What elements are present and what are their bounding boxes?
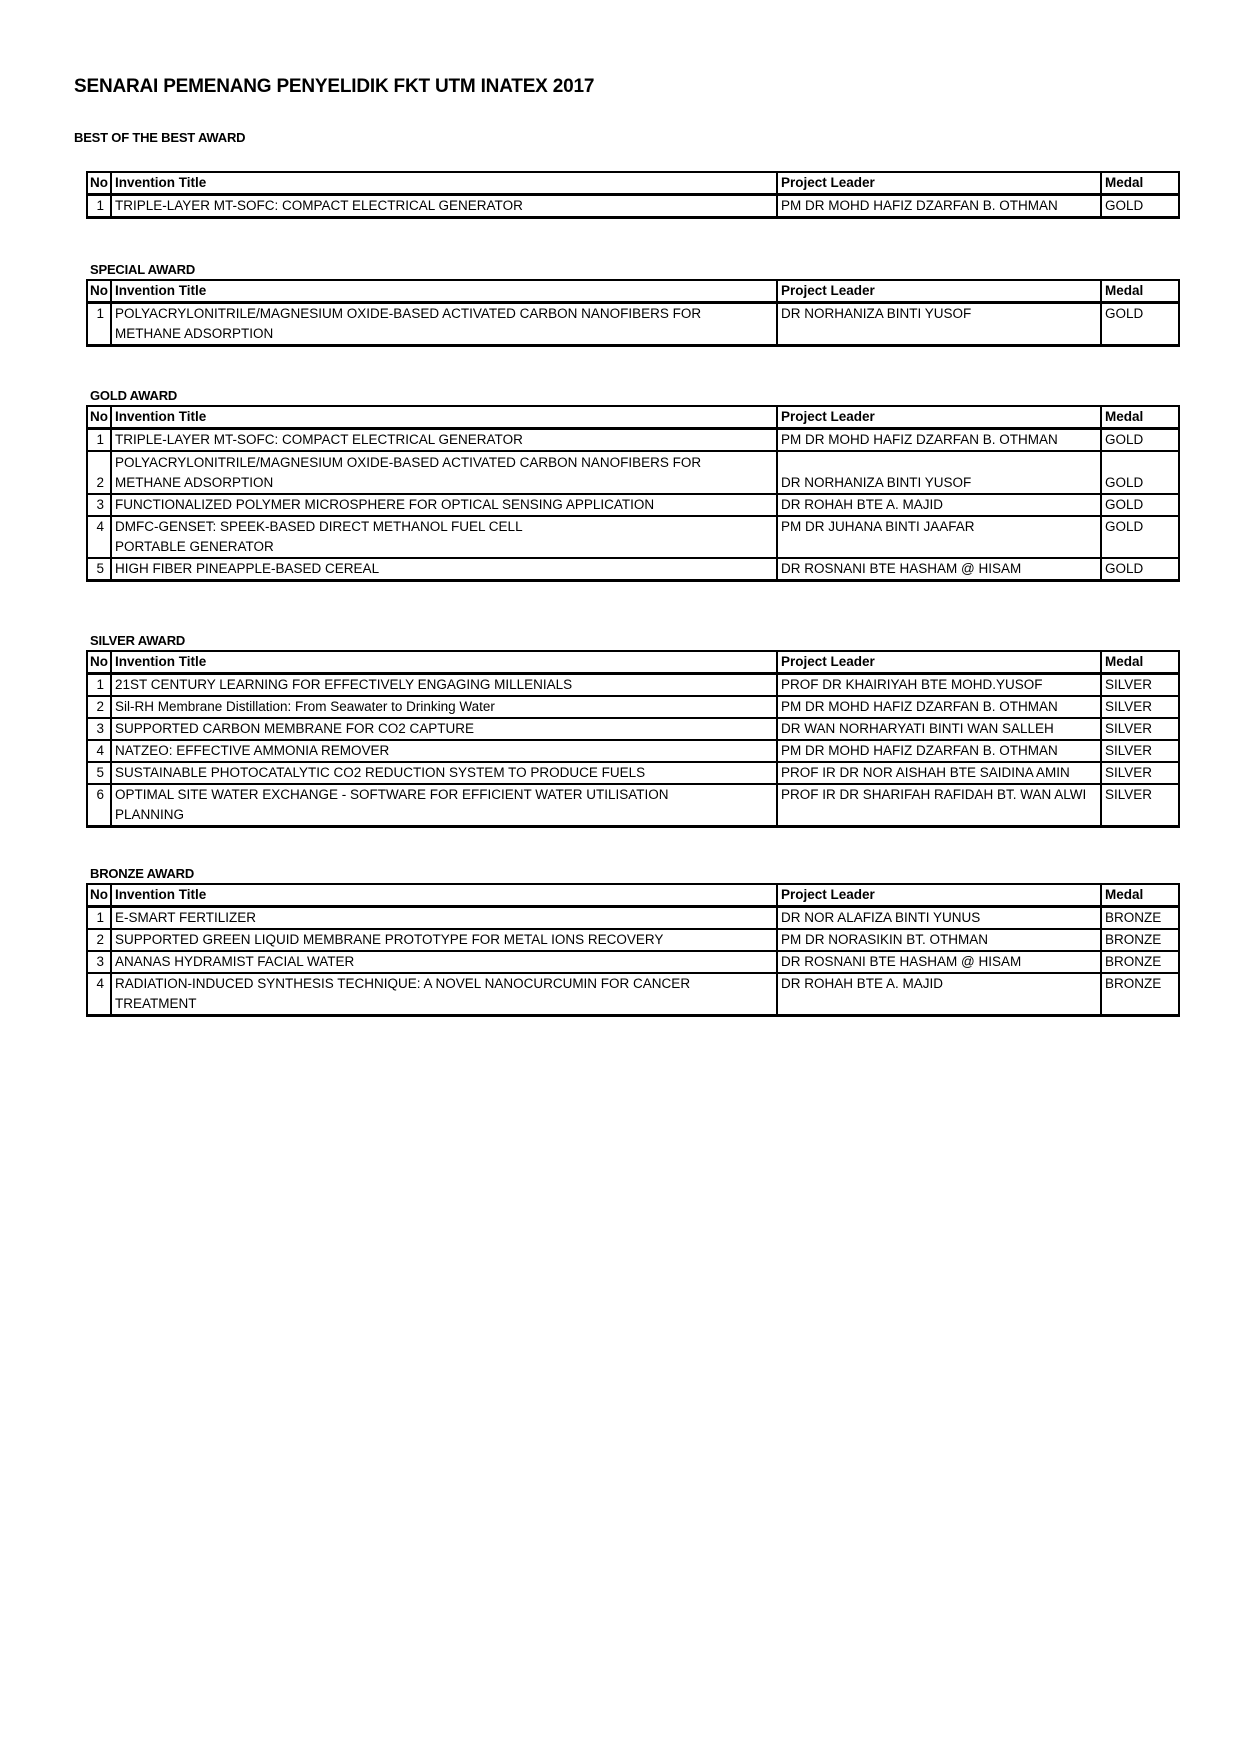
cell-medal: BRONZE [1101, 929, 1179, 951]
cell-medal: BRONZE [1101, 973, 1179, 1016]
special-table [86, 279, 1180, 347]
bronze-section-label: BRONZE AWARD [90, 866, 195, 881]
table-row [87, 494, 1179, 516]
header-leader: Project Leader [777, 651, 1101, 674]
cell-project-leader: DR NORHANIZA BINTI YUSOF [777, 303, 1101, 346]
table-row [87, 451, 1179, 494]
header-no: No [87, 280, 111, 303]
silver-section-label: SILVER AWARD [90, 633, 186, 648]
header-medal: Medal [1101, 884, 1179, 907]
cell-invention-title: TRIPLE-LAYER MT-SOFC: COMPACT ELECTRICAL GENERATOR [111, 429, 777, 452]
header-medal: Medal [1101, 172, 1179, 195]
cell-no: 5 [87, 762, 111, 784]
header-no: No [87, 884, 111, 907]
cell-project-leader: PM DR MOHD HAFIZ DZARFAN B. OTHMAN [777, 195, 1101, 218]
cell-medal: GOLD [1101, 429, 1179, 452]
table-header-row [87, 280, 1179, 303]
header-leader: Project Leader [777, 280, 1101, 303]
table-row [87, 740, 1179, 762]
cell-no: 1 [87, 674, 111, 697]
cell-project-leader: PM DR NORASIKIN BT. OTHMAN [777, 929, 1101, 951]
silver-table [86, 650, 1180, 828]
cell-invention-title: DMFC-GENSET: SPEEK-BASED DIRECT METHANOL FUEL CELL PORTABLE GENERATOR [111, 516, 777, 558]
cell-no: 1 [87, 303, 111, 346]
header-leader: Project Leader [777, 172, 1101, 195]
cell-invention-title: POLYACRYLONITRILE/MAGNESIUM OXIDE-BASED ACTIVATED CARBON NANOFIBERS FOR METHANE ADSORPTION [111, 451, 777, 494]
cell-invention-title: OPTIMAL SITE WATER EXCHANGE - SOFTWARE FOR EFFICIENT WATER UTILISATION PLANNING [111, 784, 777, 827]
cell-medal: GOLD [1101, 303, 1179, 346]
table-row [87, 429, 1179, 452]
cell-project-leader: PROF IR DR NOR AISHAH BTE SAIDINA AMIN [777, 762, 1101, 784]
cell-invention-title: TRIPLE-LAYER MT-SOFC: COMPACT ELECTRICAL GENERATOR [111, 195, 777, 218]
cell-medal: SILVER [1101, 762, 1179, 784]
table-row [87, 696, 1179, 718]
cell-project-leader: PM DR JUHANA BINTI JAAFAR [777, 516, 1101, 558]
table-row [87, 784, 1179, 827]
cell-project-leader: DR ROSNANI BTE HASHAM @ HISAM [777, 558, 1101, 581]
header-title: Invention Title [111, 172, 777, 195]
table-row [87, 195, 1179, 218]
cell-no: 5 [87, 558, 111, 581]
cell-medal: GOLD [1101, 195, 1179, 218]
cell-no: 1 [87, 429, 111, 452]
header-title: Invention Title [111, 884, 777, 907]
cell-medal: SILVER [1101, 740, 1179, 762]
gold-table [86, 405, 1180, 582]
cell-no: 4 [87, 973, 111, 1016]
table-row [87, 762, 1179, 784]
cell-invention-title: POLYACRYLONITRILE/MAGNESIUM OXIDE-BASED ACTIVATED CARBON NANOFIBERS FOR METHANE ADSORPTION [111, 303, 777, 346]
cell-invention-title: Sil-RH Membrane Distillation: From Seawater to Drinking Water [111, 696, 777, 718]
cell-no: 1 [87, 907, 111, 930]
bronze-table [86, 883, 1180, 1017]
cell-project-leader: PM DR MOHD HAFIZ DZARFAN B. OTHMAN [777, 429, 1101, 452]
special-section-label: SPECIAL AWARD [90, 262, 196, 277]
header-leader: Project Leader [777, 884, 1101, 907]
table-row [87, 973, 1179, 1016]
cell-no: 3 [87, 951, 111, 973]
cell-no: 6 [87, 784, 111, 827]
header-medal: Medal [1101, 406, 1179, 429]
header-title: Invention Title [111, 406, 777, 429]
header-medal: Medal [1101, 651, 1179, 674]
cell-medal: SILVER [1101, 784, 1179, 827]
cell-project-leader: PM DR MOHD HAFIZ DZARFAN B. OTHMAN [777, 696, 1101, 718]
header-no: No [87, 172, 111, 195]
cell-project-leader: PROF DR KHAIRIYAH BTE MOHD.YUSOF [777, 674, 1101, 697]
cell-invention-title: FUNCTIONALIZED POLYMER MICROSPHERE FOR OPTICAL SENSING APPLICATION [111, 494, 777, 516]
best-of-the-best-table [86, 171, 1180, 219]
cell-project-leader: PM DR MOHD HAFIZ DZARFAN B. OTHMAN [777, 740, 1101, 762]
cell-invention-title: SUSTAINABLE PHOTOCATALYTIC CO2 REDUCTION SYSTEM TO PRODUCE FUELS [111, 762, 777, 784]
cell-medal: BRONZE [1101, 907, 1179, 930]
cell-project-leader: DR NOR ALAFIZA BINTI YUNUS [777, 907, 1101, 930]
table-row [87, 558, 1179, 581]
cell-no: 1 [87, 195, 111, 218]
table-row [87, 516, 1179, 558]
cell-no: 4 [87, 740, 111, 762]
cell-invention-title: SUPPORTED CARBON MEMBRANE FOR CO2 CAPTURE [111, 718, 777, 740]
header-no: No [87, 406, 111, 429]
table-row [87, 303, 1179, 346]
cell-medal: BRONZE [1101, 951, 1179, 973]
header-title: Invention Title [111, 651, 777, 674]
header-medal: Medal [1101, 280, 1179, 303]
header-title: Invention Title [111, 280, 777, 303]
cell-no: 3 [87, 718, 111, 740]
cell-medal: GOLD [1101, 451, 1179, 494]
cell-medal: GOLD [1101, 494, 1179, 516]
table-row [87, 674, 1179, 697]
cell-invention-title: NATZEO: EFFECTIVE AMMONIA REMOVER [111, 740, 777, 762]
header-no: No [87, 651, 111, 674]
cell-invention-title: E-SMART FERTILIZER [111, 907, 777, 930]
cell-project-leader: DR ROSNANI BTE HASHAM @ HISAM [777, 951, 1101, 973]
cell-no: 2 [87, 929, 111, 951]
table-row [87, 951, 1179, 973]
cell-project-leader: DR ROHAH BTE A. MAJID [777, 494, 1101, 516]
cell-project-leader: DR ROHAH BTE A. MAJID [777, 973, 1101, 1016]
page-title: SENARAI PEMENANG PENYELIDIK FKT UTM INATEX 2017 [74, 76, 595, 97]
cell-invention-title: ANANAS HYDRAMIST FACIAL WATER [111, 951, 777, 973]
cell-medal: GOLD [1101, 516, 1179, 558]
table-header-row [87, 884, 1179, 907]
cell-no: 2 [87, 696, 111, 718]
header-leader: Project Leader [777, 406, 1101, 429]
table-header-row [87, 172, 1179, 195]
table-row [87, 907, 1179, 930]
cell-medal: SILVER [1101, 696, 1179, 718]
best-of-the-best-section-label: BEST OF THE BEST AWARD [74, 130, 246, 145]
cell-medal: SILVER [1101, 674, 1179, 697]
cell-invention-title: 21ST CENTURY LEARNING FOR EFFECTIVELY ENGAGING MILLENIALS [111, 674, 777, 697]
cell-no: 4 [87, 516, 111, 558]
cell-project-leader: DR NORHANIZA BINTI YUSOF [777, 451, 1101, 494]
cell-no: 3 [87, 494, 111, 516]
cell-project-leader: PROF IR DR SHARIFAH RAFIDAH BT. WAN ALWI [777, 784, 1101, 827]
cell-medal: GOLD [1101, 558, 1179, 581]
table-row [87, 718, 1179, 740]
cell-invention-title: HIGH FIBER PINEAPPLE-BASED CEREAL [111, 558, 777, 581]
gold-section-label: GOLD AWARD [90, 388, 178, 403]
cell-project-leader: DR WAN NORHARYATI BINTI WAN SALLEH [777, 718, 1101, 740]
cell-medal: SILVER [1101, 718, 1179, 740]
table-row [87, 929, 1179, 951]
cell-invention-title: RADIATION-INDUCED SYNTHESIS TECHNIQUE: A NOVEL NANOCURCUMIN FOR CANCER TREATMENT [111, 973, 777, 1016]
cell-no: 2 [87, 451, 111, 494]
table-header-row [87, 651, 1179, 674]
table-header-row [87, 406, 1179, 429]
cell-invention-title: SUPPORTED GREEN LIQUID MEMBRANE PROTOTYPE FOR METAL IONS RECOVERY [111, 929, 777, 951]
